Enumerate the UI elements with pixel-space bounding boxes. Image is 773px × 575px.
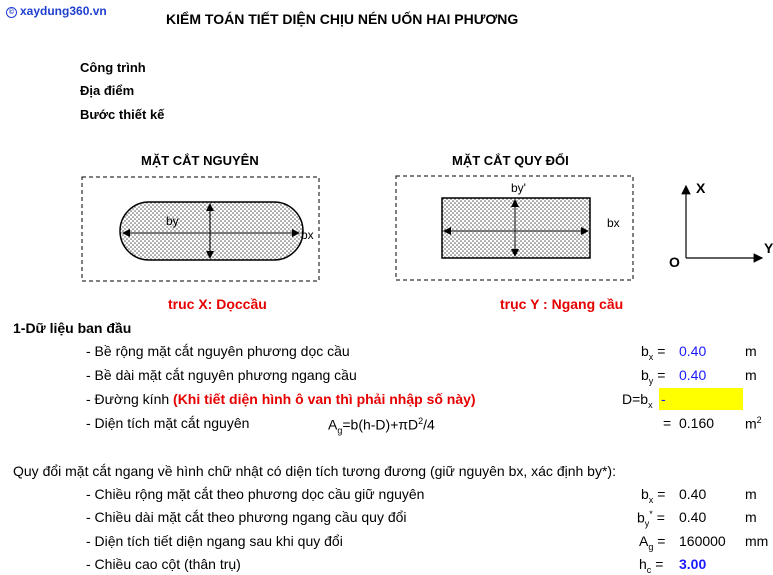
label-bx-converted: bx <box>607 216 620 230</box>
row2-area-unit: mm <box>745 533 769 549</box>
row-area-eq: = <box>663 415 672 431</box>
axis-y-label: Y <box>764 240 773 256</box>
axis-diagram <box>686 186 762 258</box>
row2-height-symbol: $h_c$ = <box>639 556 664 575</box>
location-label: Địa điểm <box>80 83 135 98</box>
row2-by-label: - Chiều dài mặt cắt theo phương ngang cầu quy đổi <box>86 509 407 525</box>
row-by-label: - Bề dài mặt cắt nguyên phương ngang cầu <box>86 367 357 383</box>
row2-area-label: - Diện tích tiết diện ngang sau khi quy đổi <box>86 533 343 549</box>
row-area-value: 0.160 <box>679 415 715 431</box>
row2-bx-label: - Chiều rộng mặt cắt theo phương dọc cầu giữ nguyên <box>86 486 425 502</box>
design-stage-label: Bước thiết kế <box>80 107 165 122</box>
row-by-symbol: $b_y$ = <box>641 367 666 386</box>
row2-by-value: 0.40 <box>679 509 707 525</box>
row-by-unit: m <box>745 367 757 383</box>
label-by-prime: by' <box>511 181 526 195</box>
row-bx-label: - Bề rộng mặt cắt nguyên phương dọc cầu <box>86 343 350 359</box>
label-by: by <box>166 214 179 228</box>
row-bx-unit: m <box>745 343 757 359</box>
caption-axis-y: trục Y : Ngang cầu <box>500 296 624 312</box>
label-bx: bx <box>301 228 314 242</box>
converted-section-title: MẶT CẮT QUY ĐỔI <box>452 153 569 168</box>
row2-area-value: 160000 <box>679 533 726 549</box>
row-area-label: - Diện tích mặt cắt nguyên <box>86 415 250 431</box>
row-bx-symbol: $b_x$ = <box>641 343 666 362</box>
caption-axis-x: truc X: Dọccầu <box>168 296 267 312</box>
row-by-value: 0.40 <box>679 367 707 383</box>
original-section-figure <box>82 177 319 281</box>
page-title: KIỂM TOÁN TIẾT DIỆN CHỊU NÉN UỐN HAI PHƯƠNG <box>166 11 519 27</box>
row-area-unit: $m^2$ <box>745 415 762 432</box>
row2-height-value: 3.00 <box>679 556 707 572</box>
row2-bx-unit: m <box>745 486 757 502</box>
row2-bx-symbol: $b_x$ = <box>641 486 666 505</box>
diameter-input[interactable]: - <box>659 388 743 410</box>
row2-area-symbol: $A_g$ = <box>639 533 666 552</box>
axis-origin-label: O <box>669 254 680 270</box>
section2-intro: Quy đổi mặt cắt ngang về hình chữ nhật có diện tích tương đương (giữ nguyên bx, xác định by*): <box>13 463 616 479</box>
watermark-text: xaydung360.vn <box>20 4 107 18</box>
row-diameter-symbol: $D=b_x$ <box>622 391 653 410</box>
original-section-title: MẶT CẮT NGUYÊN <box>141 153 259 168</box>
axis-x-label: X <box>696 180 706 196</box>
row2-by-symbol: $b_y^*$ = <box>637 509 665 529</box>
row-bx-value: 0.40 <box>679 343 707 359</box>
row2-by-unit: m <box>745 509 757 525</box>
row2-bx-value: 0.40 <box>679 486 707 502</box>
row-diameter-label: - Đường kính (Khi tiết diện hình ô van thì phải nhập số này) <box>86 391 476 407</box>
row2-height-label: - Chiều cao cột (thân trụ) <box>86 556 241 572</box>
row-area-formula: $A_g=b(h-D)+\pi D^2/4$ <box>328 416 435 436</box>
project-label: Công trình <box>80 60 146 75</box>
section1-heading: 1-Dữ liệu ban đầu <box>13 320 132 336</box>
copyright-icon: © <box>6 7 17 18</box>
diameter-note: (Khi tiết diện hình ô van thì phải nhập số này) <box>173 391 476 407</box>
